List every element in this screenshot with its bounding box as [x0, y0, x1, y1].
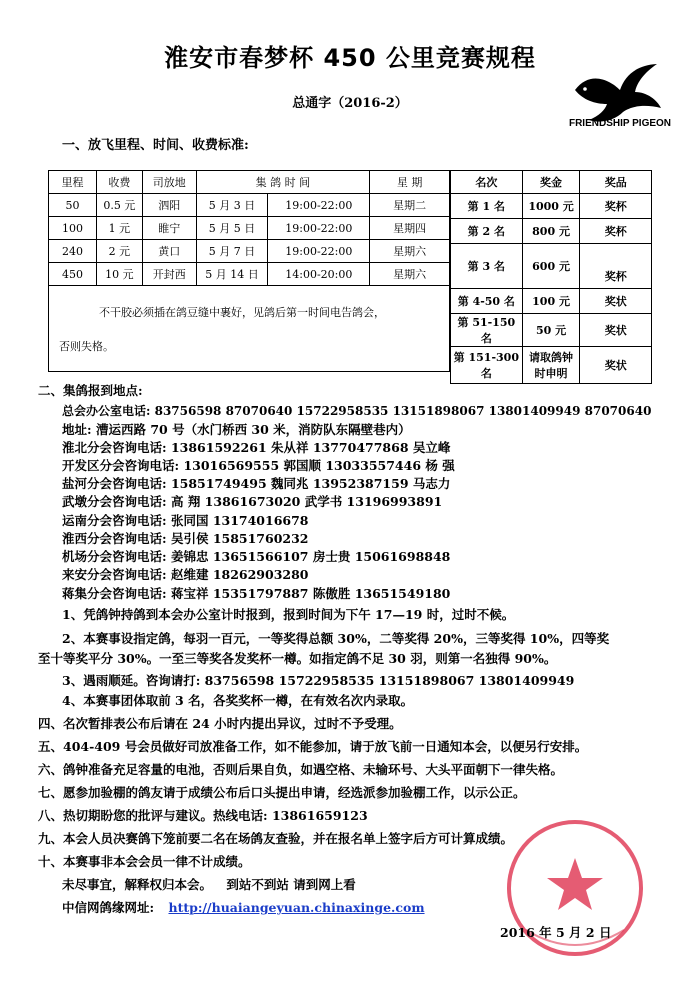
note-line-2: 否则失格。	[59, 339, 114, 353]
contact-line: 来安分会咨询电话: 赵维建 18262903280	[62, 567, 309, 582]
website-line	[62, 898, 425, 916]
cell-time: 19:00-22:00	[268, 194, 370, 217]
cell-rank: 第 51-150 名	[451, 314, 523, 347]
rule-line: 至十等奖平分 30%。一至三等奖各发奖杯一樽。如指定鸽不足 30 羽，则第一名独得 90%。	[38, 651, 557, 666]
website-label: 中信网鸽缘网址:	[62, 900, 155, 915]
issue-date: 2016 年 5 月 2 日	[500, 925, 612, 940]
cell-date: 5 月 7 日	[196, 240, 268, 263]
cell-money: 800 元	[522, 219, 580, 244]
contact-line: 蒋集分会咨询电话: 蒋宝祥 15351797887 陈傲胜 13651549180	[62, 586, 451, 601]
prize-table	[450, 170, 652, 384]
cell-distance: 240	[49, 240, 97, 263]
cell-rank: 第 4-50 名	[451, 289, 523, 314]
section1-heading: 一、放飞里程、时间、收费标准:	[62, 138, 249, 153]
rule-line: 3、遇雨顺延。咨询请打: 83756598 15722958535 13151898067 13801409949	[62, 673, 575, 688]
logo-caption: FRIENDSHIP PIGEON	[568, 118, 672, 129]
cell-weekday: 星期四	[370, 217, 450, 240]
contact-line: 盐河分会咨询电话: 15851749495 魏同兆 13952387159 马志力	[62, 476, 451, 491]
cell-rank: 第 2 名	[451, 219, 523, 244]
table-row	[49, 194, 450, 217]
cell-place: 黄口	[142, 240, 196, 263]
official-seal-icon	[500, 810, 650, 970]
rule-line: 五、404-409 号会员做好司放准备工作，如不能参加，请于放飞前一日通知本会，以便另行安排。	[38, 739, 588, 754]
document-number: 总通字（2016-2）	[292, 96, 408, 111]
contact-line: 运南分会咨询电话: 张同国 13174016678	[62, 513, 309, 528]
table-row	[49, 217, 450, 240]
note-line-1: 不干胶必须插在鸽豆缝中裹好，见鸽后第一时间电告鸽会，	[99, 305, 385, 319]
cell-time: 19:00-22:00	[268, 240, 370, 263]
prize-row	[451, 347, 652, 384]
schedule-table	[48, 170, 450, 372]
rule-line: 2、本赛事设指定鸽，每羽一百元，一等奖得总额 30%，二等奖得 20%，三等奖得 10%，四等奖	[62, 631, 610, 646]
header-time: 集 鸽 时 间	[196, 171, 370, 194]
cell-date: 5 月 14 日	[196, 263, 268, 286]
cell-date: 5 月 3 日	[196, 194, 268, 217]
cell-fee: 0.5 元	[96, 194, 142, 217]
slogan: 到站不到站 请到网上看	[226, 877, 356, 892]
cell-item: 奖杯	[580, 219, 652, 244]
prize-row	[451, 289, 652, 314]
rule-line: 十、本赛事非本会会员一律不计成绩。	[38, 854, 251, 869]
header-fee: 收费	[96, 171, 142, 194]
rule-line: 六、鸽钟准备充足容量的电池，否则后果自负，如遇空格、未输环号、大头平面朝下一律失格。	[38, 762, 564, 777]
cell-money: 请取鸽钟	[529, 351, 574, 364]
website-link[interactable]: http://huaiangeyuan.chinaxinge.com	[168, 900, 425, 915]
closing-text	[62, 875, 356, 893]
rule-line: 4、本赛事团体取前 3 名，各奖奖杯一樽，在有效名次内录取。	[62, 693, 414, 708]
contact-line: 开发区分会咨询电话: 13016569555 郭国顺 13033557446 杨 强	[62, 458, 455, 473]
cell-rank: 第 1 名	[451, 194, 523, 219]
cell-rank: 第 3 名	[451, 244, 523, 289]
cell-place: 睢宁	[142, 217, 196, 240]
cell-date: 5 月 5 日	[196, 217, 268, 240]
table-header-row	[49, 171, 450, 194]
cell-rank: 第 151-300	[453, 351, 519, 364]
rule-line: 九、本会人员决赛鸽下笼前要二名在场鸽友查验，并在报名单上签字后方可计算成绩。	[38, 831, 514, 846]
prize-row	[451, 219, 652, 244]
cell-fee: 10 元	[96, 263, 142, 286]
header-item: 奖品	[580, 171, 652, 194]
rule-line: 四、名次暂排表公布后请在 24 小时内提出异议，过时不予受理。	[38, 716, 402, 731]
cell-time: 19:00-22:00	[268, 217, 370, 240]
cell-item: 奖杯	[580, 194, 652, 219]
contact-line: 机场分会咨询电话: 姜锦忠 13651566107 房士贵 15061698848	[62, 549, 451, 564]
contact-line: 淮西分会咨询电话: 吴引侯 15851760232	[62, 531, 309, 546]
header-place: 司放地	[142, 171, 196, 194]
page-title: 淮安市春梦杯 450 公里竞赛规程	[164, 44, 536, 72]
cell-distance: 50	[49, 194, 97, 217]
cell-weekday: 星期六	[370, 263, 450, 286]
rule-line: 八、热切期盼您的批评与建议。热线电话: 13861659123	[38, 808, 368, 823]
contact-line: 地址: 漕运西路 70 号（水门桥西 30 米，消防队东隔壁巷内）	[62, 422, 411, 437]
table-note-row	[49, 286, 450, 372]
prize-row	[451, 244, 652, 289]
table-row	[49, 263, 450, 286]
section2-heading: 二、集鸽报到地点:	[38, 383, 143, 398]
cell-distance: 450	[49, 263, 97, 286]
rule-line: 1、凭鸽钟持鸽到本会办公室计时报到，报到时间为下午 17—19 时，过时不候。	[62, 607, 515, 622]
cell-fee: 1 元	[96, 217, 142, 240]
contact-line: 武墩分会咨询电话: 高 翔 13861673020 武学书 13196993891	[62, 494, 443, 509]
header-weekday: 星 期	[370, 171, 450, 194]
cell-time: 14:00-20:00	[268, 263, 370, 286]
cell-place: 泗阳	[142, 194, 196, 217]
cell-distance: 100	[49, 217, 97, 240]
cell-item: 奖状	[580, 347, 652, 384]
cell-place: 开封西	[142, 263, 196, 286]
cell-money: 50 元	[522, 314, 580, 347]
closing-note: 未尽事宜，解释权归本会。	[62, 877, 213, 892]
contact-line: 淮北分会咨询电话: 13861592261 朱从祥 13770477868 吴立峰	[62, 440, 451, 455]
cell-rank-suffix: 名	[480, 367, 492, 380]
contact-line: 总会办公室电话: 83756598 87070640 15722958535 13151898067 13801409949 87070640	[62, 404, 652, 418]
cell-item: 奖状	[580, 314, 652, 347]
header-rank: 名次	[451, 171, 523, 194]
table-row	[49, 240, 450, 263]
cell-money: 600 元	[522, 244, 580, 289]
cell-money: 100 元	[522, 289, 580, 314]
cell-item: 奖杯	[580, 244, 652, 289]
cell-weekday: 星期二	[370, 194, 450, 217]
prize-header-row	[451, 171, 652, 194]
header-money: 奖金	[522, 171, 580, 194]
cell-item: 奖状	[580, 289, 652, 314]
prize-row	[451, 314, 652, 347]
cell-money: 1000 元	[522, 194, 580, 219]
cell-money-suffix: 时申明	[534, 367, 568, 380]
cell-weekday: 星期六	[370, 240, 450, 263]
cell-fee: 2 元	[96, 240, 142, 263]
rule-line: 七、愿参加验棚的鸽友请于成绩公布后口头提出申请，经选派参加验棚工作，以示公正。	[38, 785, 526, 800]
prize-row	[451, 194, 652, 219]
header-distance: 里程	[49, 171, 97, 194]
